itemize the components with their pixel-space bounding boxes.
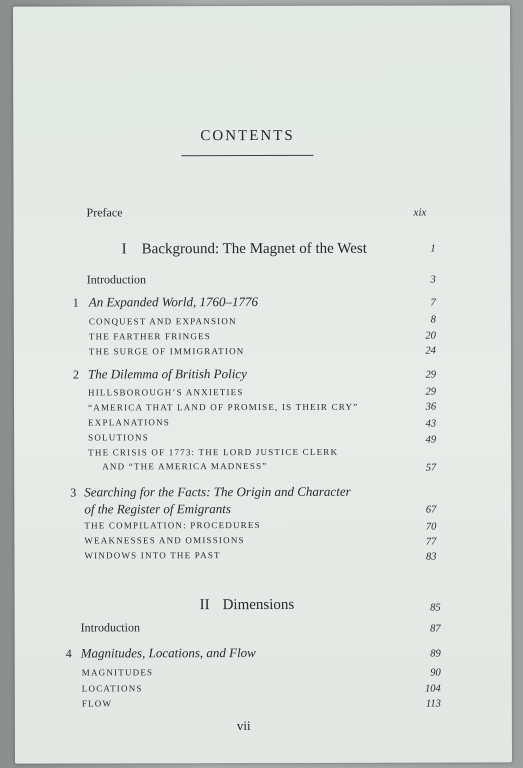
chapter-title-1: An Expanded World, 1760–1776 <box>88 294 259 310</box>
part-title-1: Background: The Magnet of the West <box>141 240 367 258</box>
section-surge: THE SURGE OF IMMIGRATION <box>88 346 245 357</box>
section-page-conquest: 8 <box>430 314 436 326</box>
section-conquest: CONQUEST AND EXPANSION <box>88 316 237 327</box>
chapter-title-3: Searching for the Facts: The Origin and Character <box>84 483 351 500</box>
chapter-page-1: 7 <box>430 297 436 309</box>
chapter-page-2: 29 <box>425 369 436 381</box>
section-page-weaknesses: 77 <box>425 536 437 548</box>
section-solutions: SOLUTIONS <box>88 432 149 443</box>
chapter-number-3: 3 <box>70 485 77 500</box>
chapter-number-4: 4 <box>65 646 72 661</box>
section-page-explanations: 43 <box>425 418 437 430</box>
chapter-number-2: 2 <box>72 367 79 382</box>
toc-page-introduction-1: 3 <box>430 274 436 286</box>
section-page-flow: 113 <box>425 698 441 710</box>
section-page-magnitudes: 90 <box>430 667 441 679</box>
section-hillsborough: HILLSBOROUGH’S ANXIETIES <box>88 387 244 398</box>
chapter-number-1: 1 <box>72 295 79 310</box>
section-farther-fringes: THE FARTHER FRINGES <box>88 331 211 342</box>
section-magnitudes: MAGNITUDES <box>81 667 154 678</box>
toc-entry-introduction-2: Introduction <box>80 620 140 635</box>
section-page-solutions: 49 <box>425 434 437 446</box>
section-page-farther-fringes: 20 <box>425 330 436 342</box>
toc-page-preface: xix <box>413 206 427 219</box>
part-page-1: 1 <box>430 243 436 255</box>
section-flow: FLOW <box>81 698 113 709</box>
section-page-crisis-1773: 57 <box>425 462 437 474</box>
page-folio: vii <box>236 718 251 734</box>
section-explanations: EXPLANATIONS <box>88 417 171 428</box>
section-page-windows: 83 <box>425 551 437 563</box>
part-page-2: 85 <box>430 602 441 614</box>
part-number-2: II <box>199 597 210 614</box>
section-page-surge: 24 <box>425 345 436 357</box>
section-page-hillsborough: 29 <box>425 386 437 398</box>
chapter-page-4: 89 <box>430 648 441 660</box>
part-title-2: Dimensions <box>222 596 295 614</box>
chapter-title-4: Magnitudes, Locations, and Flow <box>80 645 256 661</box>
contents-title: CONTENTS <box>200 127 295 145</box>
toc-page-introduction-2: 87 <box>430 623 441 635</box>
section-crisis-1773: THE CRISIS OF 1773: THE LORD JUSTICE CLERK <box>88 446 339 458</box>
chapter-page-3: 67 <box>425 504 437 516</box>
part-number-1: I <box>121 241 127 258</box>
chapter-title-3-cont: of the Register of Emigrants <box>84 501 231 517</box>
section-page-america-land: 36 <box>425 401 437 413</box>
section-crisis-1773-cont: AND “THE AMERICA MADNESS” <box>102 460 268 472</box>
toc-entry-preface: Preface <box>86 205 123 220</box>
section-compilation: THE COMPILATION: PROCEDURES <box>84 520 261 531</box>
section-windows: WINDOWS INTO THE PAST <box>84 550 221 561</box>
section-weaknesses: WEAKNESSES AND OMISSIONS <box>84 535 245 546</box>
section-page-compilation: 70 <box>425 521 437 533</box>
section-locations: LOCATIONS <box>81 683 143 694</box>
chapter-title-2: The Dilemma of British Policy <box>87 366 247 382</box>
section-america-land: “AMERICA THAT LAND OF PROMISE, IS THEIR CRY” <box>88 401 359 413</box>
section-page-locations: 104 <box>425 683 441 695</box>
title-rule <box>181 155 313 156</box>
toc-entry-introduction-1: Introduction <box>86 272 147 287</box>
book-page <box>13 5 512 763</box>
